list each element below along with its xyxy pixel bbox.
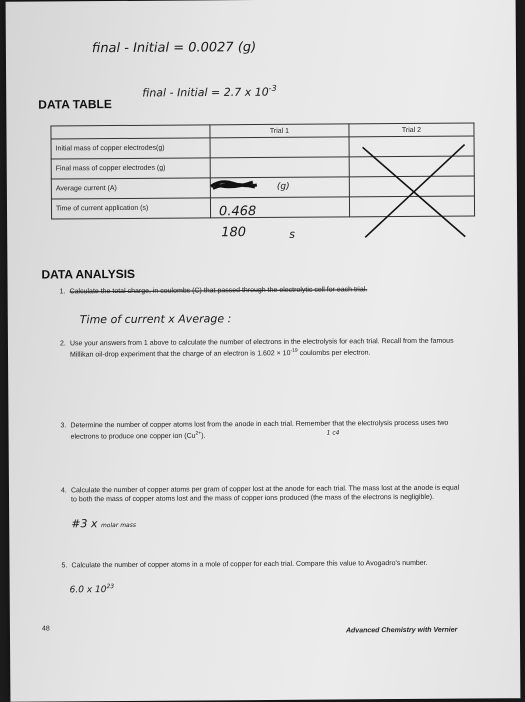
book-title: Advanced Chemistry with Vernier — [345, 626, 458, 635]
trial1-cell — [210, 157, 349, 178]
row-label: Initial mass of copper electrodes(g) — [51, 138, 210, 159]
handwritten-mass-difference-sci: final - Initial = 2.7 x $10^{-3}$ — [142, 83, 277, 100]
handwritten-q3-note: 1 c4 — [326, 429, 340, 437]
exponent: -3 — [268, 83, 277, 93]
scribble-mark — [209, 177, 259, 193]
table-header-trial1: Trial 1 — [210, 124, 349, 138]
row-label: Average current (A) — [51, 178, 210, 199]
handwritten-mass-difference: final - Initial = 0.0027 (g) — [91, 40, 257, 57]
row-label: Time of current application (s) — [51, 198, 210, 219]
data-analysis-title: DATA ANALYSIS — [41, 266, 136, 282]
table-header-cell — [51, 125, 210, 139]
data-table-title: DATA TABLE — [38, 97, 112, 112]
handwritten-time: 180 — [221, 225, 247, 241]
page-number: 48 — [41, 625, 50, 633]
question-2: 2. Use your answers from 1 above to calculate the number of electrons in the electrolysis for each trial. Recall from the famous Millikan oil-drop experiment that the charge of an electron is $1.602 \times 10^{-19}$ coulombs per electron. — [59, 337, 454, 359]
handwritten-time-unit: s — [289, 227, 295, 241]
handwritten-q1-answer: Time of current x Average : — [79, 312, 232, 327]
worksheet-page — [6, 0, 521, 702]
handwritten-current: 0.468 — [218, 204, 257, 220]
question-3: 3. Determine the number of copper atoms lost from the anode in each trial. Remember that the electrolysis process uses two electrons to produce one copper ion $(Cu^{2+})$. — [60, 419, 449, 441]
trial1-cell — [210, 137, 349, 158]
question-4: 4. Calculate the number of copper atoms per gram of copper lost at the anode for each trial. The mass lost at the anode is equal to both the mass of copper atoms lost and the mass of copper ions produced (the mass of the electrons is negligible). — [60, 484, 460, 504]
handwritten-g-unit: (g) — [276, 181, 290, 192]
question-5: 5. Calculate the number of copper atoms in a mole of copper for each trial. Compare this value to Avogadro's number. — [61, 559, 428, 570]
handwritten-q5-answer: 6.0 x $10^{23}$ — [69, 583, 115, 596]
handwritten-q4-answer: #3 x molar mass — [71, 517, 136, 531]
question-1: 1. Calculate the total charge, in coulombs (C) that passed through the electrolytic cell for each trial. — [59, 286, 368, 296]
cross-out-mark — [357, 139, 473, 245]
row-label: Final mass of copper electrodes (g) — [51, 158, 210, 179]
table-header-trial2: Trial 2 — [349, 123, 474, 137]
